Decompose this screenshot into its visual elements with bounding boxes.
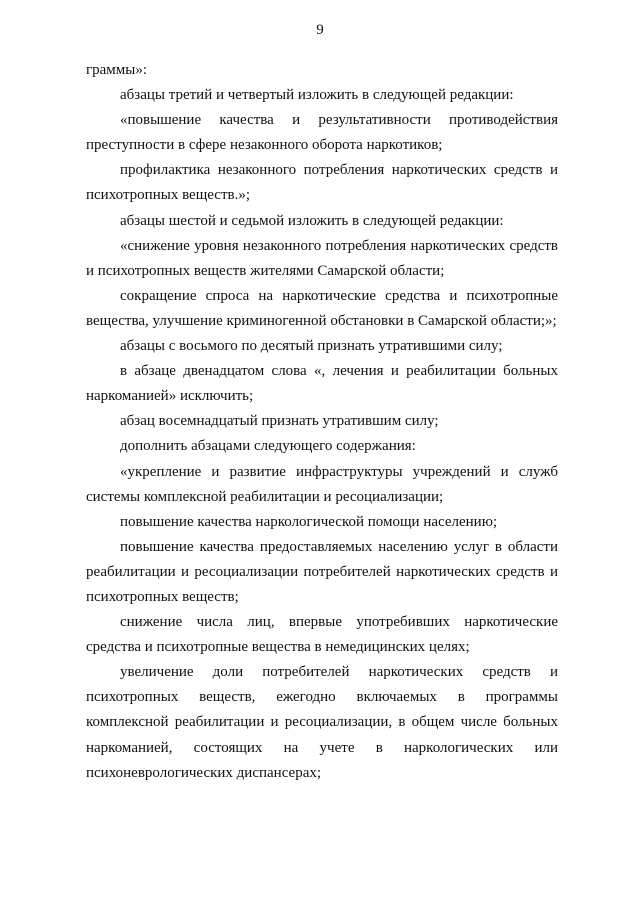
paragraph: абзацы шестой и седьмой изложить в следующей редакции: xyxy=(120,212,504,229)
document-body xyxy=(86,58,558,786)
paragraph: граммы»: xyxy=(86,62,148,78)
paragraph: сокращение спроса на наркотические средства и психотропные вещества, улучшение криминогенной обстановки в Самарской области;»; xyxy=(86,287,558,329)
page-number: 9 xyxy=(316,22,324,38)
paragraph: «снижение уровня незаконного потребления наркотических средств и психотропных веществ жителями Самарской области; xyxy=(86,237,558,279)
paragraph: «укрепление и развитие инфраструктуры учреждений и служб системы комплексной реабилитации и ресоциализации; xyxy=(86,463,558,505)
paragraph: снижение числа лиц, впервые употребивших наркотические средства и психотропные вещества в немедицинских целях; xyxy=(86,614,558,656)
paragraph: профилактика незаконного потребления наркотических средств и психотропных веществ.»; xyxy=(86,162,558,204)
paragraph: в абзаце двенадцатом слова «, лечения и реабилитации больных наркоманией» исключить; xyxy=(86,363,558,405)
paragraph: абзацы третий и четвертый изложить в следующей редакции: xyxy=(120,87,514,104)
paragraph: абзацы с восьмого по десятый признать утратившими силу; xyxy=(120,338,503,355)
paragraph: повышение качества наркологической помощи населению; xyxy=(120,513,498,530)
paragraph: увеличение доли потребителей наркотических средств и психотропных веществ, ежегодно включаемых в программы комплексной реабилитации и ресоциализации, в общем числе больных наркоманией, состоящих на учете в наркологических или психоневрологических диспансерах; xyxy=(86,664,558,781)
paragraph: дополнить абзацами следующего содержания: xyxy=(120,438,416,455)
paragraph: повышение качества предоставляемых населению услуг в области реабилитации и ресоциализации потребителей наркотических средств и психотропных веществ; xyxy=(86,538,558,605)
paragraph: «повышение качества и результативности противодействия преступности в сфере незаконного оборота наркотиков; xyxy=(86,112,558,154)
paragraph: абзац восемнадцатый признать утратившим силу; xyxy=(120,413,439,430)
